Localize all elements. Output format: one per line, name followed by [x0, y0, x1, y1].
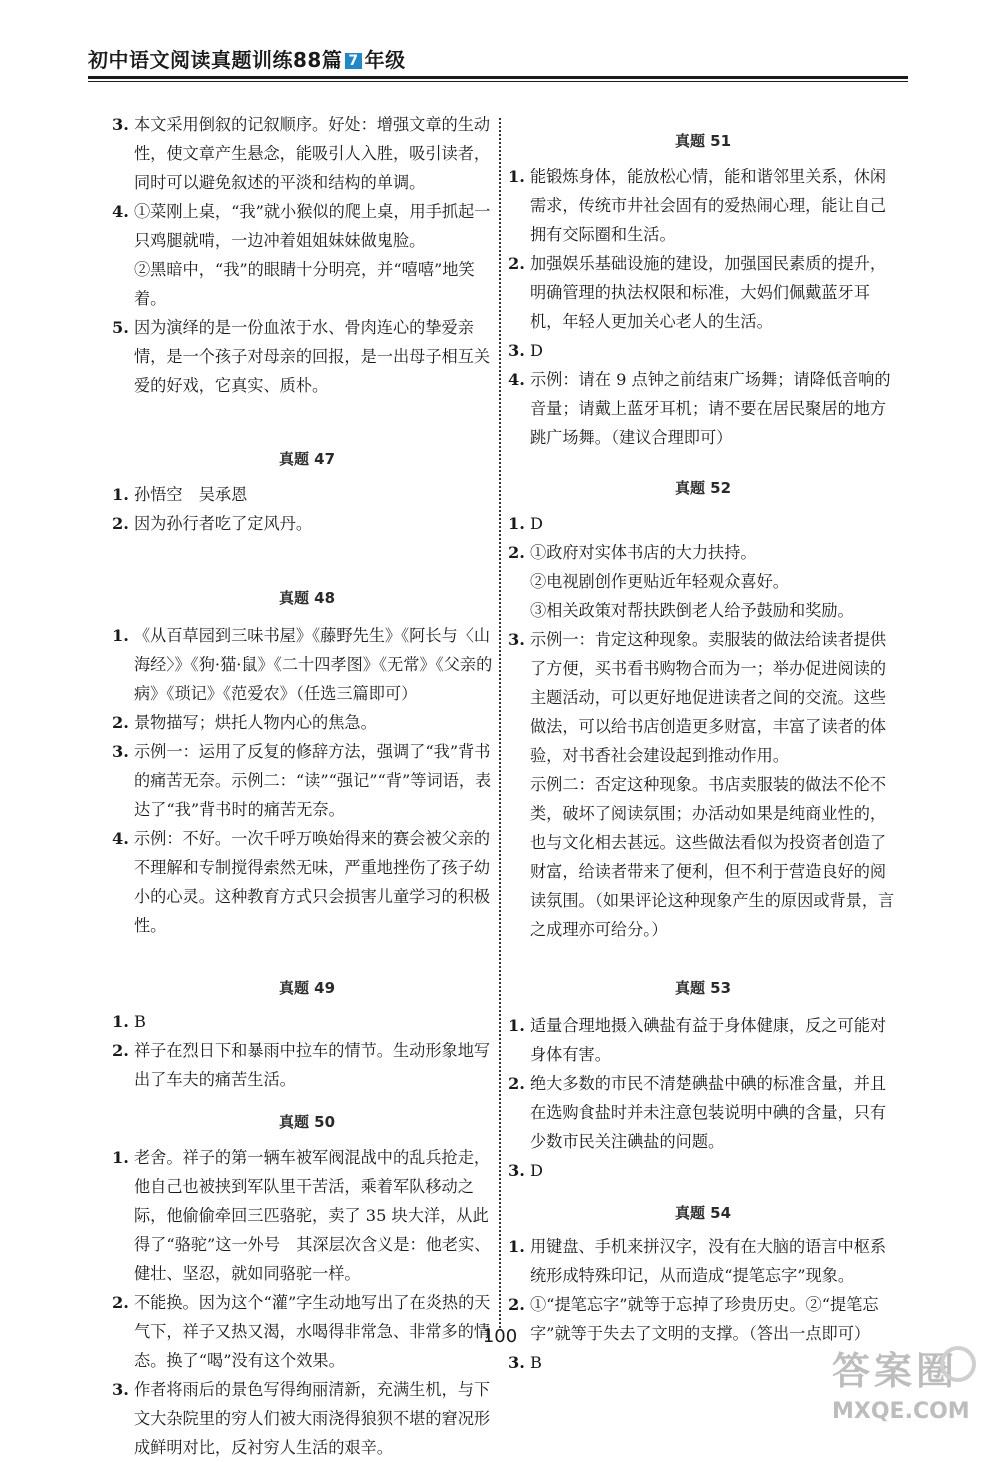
answer-item [112, 824, 502, 940]
answer-text: ①“提笔忘字”就等于忘掉了珍贵历史。②“提笔忘字”就等于失去了文明的支撑。（答出一点即可） [530, 1295, 879, 1343]
answer-number: 3. [508, 341, 525, 360]
answer-text: 祥子在烈日下和暴雨中拉车的情节。生动形象地写出了车夫的痛苦生活。 [134, 1041, 491, 1089]
answer-item [112, 621, 502, 708]
answer-item [508, 336, 898, 365]
answer-text: 示例：请在 9 点钟之前结束广场舞；请降低音响的音量；请戴上蓝牙耳机；请不要在居民聚居的地方跳广场舞。（建议合理即可） [530, 370, 891, 447]
answer-number: 3. [508, 630, 525, 649]
answer-number: 4. [508, 370, 525, 389]
answer-number: 1. [112, 485, 129, 504]
answer-text: 能锻炼身体，能放松心情，能和谐邻里关系，休闲需求，传统市井社会固有的爱热闹心理，能让自己拥有交际圈和生活。 [530, 167, 887, 244]
answer-item [112, 1375, 502, 1462]
answer-text: 因为孙行者吃了定风丹。 [134, 514, 313, 533]
answer-item [112, 737, 502, 824]
answer-item [112, 509, 502, 538]
answer-text: 不能换。因为这个“灌”字生动地写出了在炎热的天气下，祥子又热又渴，水喝得非常急、非常多的情态。换了“喝”没有这个效果。 [134, 1293, 491, 1370]
left-column [112, 110, 502, 1462]
answer-text: 本文采用倒叙的记叙顺序。好处：增强文章的生动性，使文章产生悬念，能吸引人入胜，吸引读者，同时可以避免叙述的平淡和结构的单调。 [134, 115, 491, 192]
header-rule-thin [88, 81, 908, 82]
grade-badge: 7 [345, 53, 361, 69]
answer-number: 2. [112, 1041, 129, 1060]
grade-label: 年级 [364, 48, 406, 72]
answer-text: B [530, 1353, 542, 1372]
answer-item [112, 1143, 502, 1288]
watermark [832, 1340, 982, 1452]
answer-text: 因为演绎的是一份血浓于水、骨肉连心的挚爱亲情，是一个孩子对母亲的回报，是一出母子相互关爱的好戏，它真实、质朴。 [134, 318, 491, 395]
answer-text: D [530, 514, 543, 533]
answer-item [508, 1232, 898, 1290]
answer-text: 老舍。祥子的第一辆车被军阀混战中的乱兵抢走，他自己也被挟到军队里干苦活，乘着军队移动之际，他偷偷牵回三匹骆驼，卖了 35 块大洋，从此得了“骆驼”这一外号 其深层次含义是：他老实、健壮、坚忍，就如同骆驼一样。 [134, 1148, 491, 1283]
answer-text: B [134, 1012, 146, 1031]
answer-number: 1. [508, 1237, 525, 1256]
answer-item [112, 708, 502, 737]
answer-sub-text: ③相关政策对帮扶跌倒老人给予鼓励和奖励。 [530, 601, 854, 620]
answer-item [112, 480, 502, 509]
answer-item [112, 1007, 502, 1036]
answer-item [508, 625, 898, 770]
section-title-51: 真题 51 [674, 132, 732, 150]
answer-number: 2. [508, 1295, 525, 1314]
answer-number: 2. [508, 254, 525, 273]
answer-item [508, 249, 898, 336]
answer-number: 3. [112, 1380, 129, 1399]
section-title-48: 真题 48 [278, 589, 336, 607]
watermark-ring-icon [938, 1344, 978, 1384]
answer-item [508, 162, 898, 249]
answer-number: 2. [508, 1074, 525, 1093]
answer-number: 2. [112, 713, 129, 732]
answer-number: 3. [508, 1353, 525, 1372]
answer-number: 1. [112, 626, 129, 645]
answer-number: 1. [508, 167, 525, 186]
answer-text: D [530, 1161, 543, 1180]
right-column [508, 127, 898, 1377]
answer-number: 5. [112, 318, 129, 337]
watermark-url: MXQE.COM [832, 1399, 970, 1424]
book-title: 初中语文阅读真题训练88篇 [88, 48, 343, 72]
answer-text: 适量合理地摄入碘盐有益于身体健康，反之可能对身体有害。 [530, 1016, 887, 1064]
answer-text: 《从百草园到三味书屋》《藤野先生》《阿长与〈山海经〉》《狗·猫·鼠》《二十四孝图》《无常》《父亲的病》《琐记》《范爱农》（任选三篇即可） [134, 626, 493, 703]
answer-text: D [530, 341, 543, 360]
answer-number: 3. [112, 115, 129, 134]
answer-text: ①政府对实体书店的大力扶持。 [530, 543, 757, 562]
answer-text: ①菜刚上桌，“我”就小猴似的爬上桌，用手抓起一只鸡腿就啃，一边冲着姐姐妹妹做鬼脸。 [134, 202, 491, 250]
answer-number: 2. [508, 543, 525, 562]
answer-item [508, 365, 898, 452]
answer-text: 孙悟空 吴承恩 [134, 485, 248, 504]
watermark-title: 答案圈 [832, 1349, 959, 1393]
answer-item [112, 197, 502, 255]
answer-item [112, 1036, 502, 1094]
answer-text: 景物描写；烘托人物内心的焦急。 [134, 713, 377, 732]
answer-number: 1. [112, 1012, 129, 1031]
section-title-54: 真题 54 [674, 1204, 732, 1222]
answer-text: 示例：不好。一次千呼万唤始得来的赛会被父亲的不理解和专制搅得索然无味，严重地挫伤了孩子幼小的心灵。这种教育方式只会损害儿童学习的积极性。 [134, 829, 491, 935]
answer-sub-text: 示例二：否定这种现象。书店卖服装的做法不伦不类，破坏了阅读氛围；办活动如果是纯商业性的，也与文化相去甚远。这些做法看似为投资者创造了财富，给读者带来了便利，但不利于营造良好的阅读氛围。（如果评论这种现象产生的原因或背景，言之成理亦可给分。） [530, 775, 895, 939]
section-title-49: 真题 49 [278, 979, 336, 997]
answer-item [508, 538, 898, 567]
answer-text: 示例一：肯定这种现象。卖服装的做法给读者提供了方便，买书看书购物合而为一；举办促进阅读的主题活动，可以更好地促进读者之间的交流。这些做法，可以给书店创造更多财富，丰富了读者的体验，对书香社会建设起到推动作用。 [530, 630, 887, 765]
page-number: 100 [482, 1326, 518, 1347]
answer-number: 1. [508, 514, 525, 533]
answer-item [112, 313, 502, 400]
page-header [88, 44, 406, 73]
answer-text: 加强娱乐基础设施的建设，加强国民素质的提升，明确管理的执法权限和标准，大妈们佩戴蓝牙耳机，年轻人更加关心老人的生活。 [530, 254, 887, 331]
answer-number: 2. [112, 1293, 129, 1312]
answer-text: 示例一：运用了反复的修辞方法，强调了“我”背书的痛苦无奈。示例二：“读”“强记”“背”等词语，表达了“我”背书时的痛苦无奈。 [134, 742, 492, 819]
section-title-47: 真题 47 [278, 450, 336, 468]
answer-text: 作者将雨后的景色写得绚丽清新，充满生机，与下文大杂院里的穷人们被大雨浇得狼狈不堪的窘况形成鲜明对比，反衬穷人生活的艰辛。 [134, 1380, 491, 1457]
answer-item [112, 110, 502, 197]
section-title-53: 真题 53 [674, 979, 732, 997]
header-rule [88, 76, 908, 79]
answer-number: 3. [112, 742, 129, 761]
answer-number: 3. [508, 1161, 525, 1180]
section-title-52: 真题 52 [674, 479, 732, 497]
answer-item [508, 509, 898, 538]
answer-number: 1. [112, 1148, 129, 1167]
answer-text: 用键盘、手机来拼汉字，没有在大脑的语言中枢系统形成特殊印记，从而造成“提笔忘字”现象。 [530, 1237, 887, 1285]
answer-number: 2. [112, 514, 129, 533]
section-title-50: 真题 50 [278, 1113, 336, 1131]
answer-sub-text: ②电视剧创作更贴近年轻观众喜好。 [530, 572, 789, 591]
answer-number: 1. [508, 1016, 525, 1035]
answer-item [508, 1069, 898, 1156]
answer-sub-text: ②黑暗中，“我”的眼睛十分明亮，并“嘻嘻”地笑着。 [134, 260, 475, 308]
answer-number: 4. [112, 202, 129, 221]
answer-number: 4. [112, 829, 129, 848]
answer-text: 绝大多数的市民不清楚碘盐中碘的标准含量，并且在选购食盐时并未注意包装说明中碘的含量，只有少数市民关注碘盐的问题。 [530, 1074, 887, 1151]
answer-item [508, 1011, 898, 1069]
answer-item [508, 1156, 898, 1185]
